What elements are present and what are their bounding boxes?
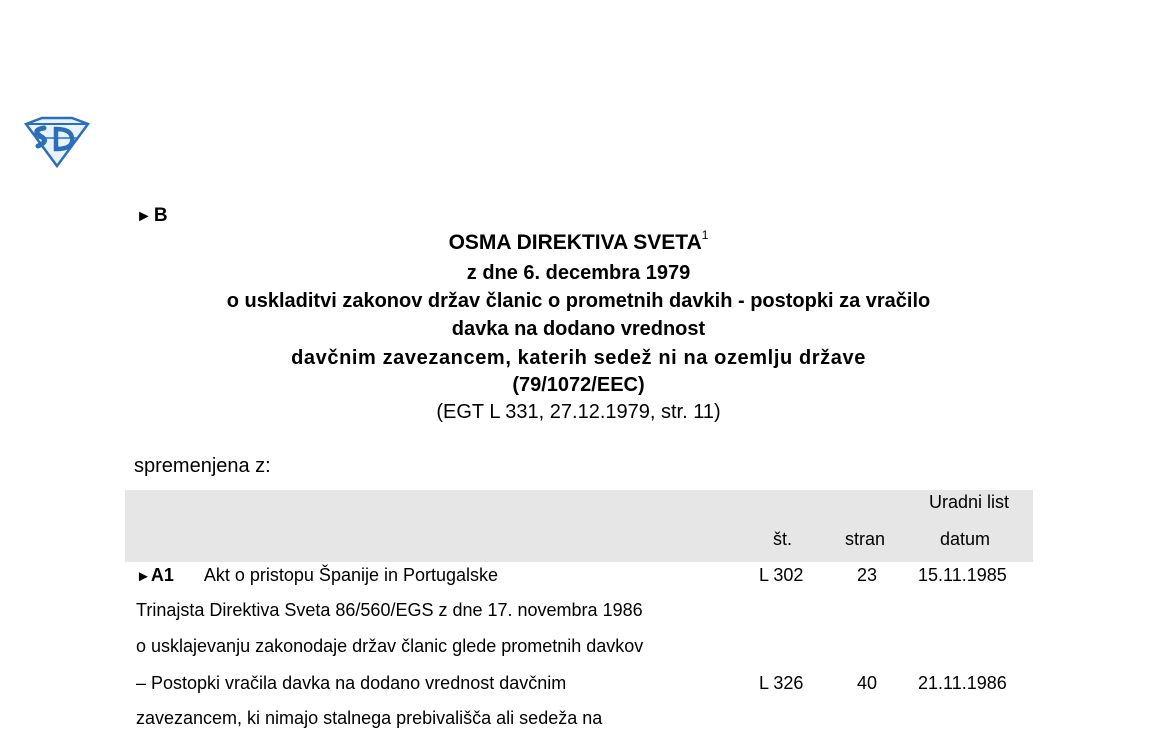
marker-arrow-icon: ► bbox=[136, 568, 151, 585]
table-row-text: Trinajsta Direktiva Sveta 86/560/EGS z dne 17. novembra 1986 bbox=[136, 600, 643, 620]
row-number: L 326 bbox=[759, 673, 804, 693]
directive-number: (79/1072/EEC) bbox=[512, 374, 645, 396]
row-number: L 302 bbox=[759, 565, 804, 585]
directive-title-text: OSMA DIREKTIVA SVETA bbox=[448, 231, 702, 254]
table-row-text: zavezancem, ki nimajo stalnega prebivališča ali sedeža na bbox=[136, 708, 603, 728]
table-header bbox=[125, 490, 1033, 562]
directive-date: z dne 6. decembra 1979 bbox=[466, 262, 691, 284]
header-date: datum bbox=[940, 529, 991, 549]
header-number: št. bbox=[773, 529, 793, 549]
directive-subject-line1: o uskladitvi zakonov držav članic o prometnih davkih - postopki za vračilo bbox=[226, 290, 931, 312]
sd-diamond-logo bbox=[22, 116, 92, 170]
amended-by-label: spremenjena z: bbox=[134, 455, 271, 477]
directive-publication: (EGT L 331, 27.12.1979, str. 11) bbox=[436, 401, 721, 423]
directive-subject-line3: davčnim zavezancem, katerih sedež ni na ozemlju države bbox=[291, 347, 866, 369]
document-marker bbox=[136, 205, 168, 227]
row-page: 40 bbox=[857, 673, 878, 693]
header-page: stran bbox=[845, 529, 886, 549]
directive-subject-line2: davka na dodano vrednost bbox=[451, 318, 706, 340]
directive-title bbox=[0, 228, 1157, 255]
row-text: Akt o pristopu Španije in Portugalske bbox=[203, 565, 499, 585]
amendment-code: A1 bbox=[150, 565, 174, 585]
row-page: 23 bbox=[857, 565, 878, 585]
marker-arrow-icon: ► bbox=[136, 208, 152, 225]
table-row-text: o usklajevanju zakonodaje držav članic glede prometnih davkov bbox=[136, 636, 644, 656]
footnote-ref: 1 bbox=[701, 228, 709, 242]
table-row bbox=[136, 565, 498, 586]
row-date: 15.11.1985 bbox=[918, 565, 1007, 585]
header-official-journal: Uradni list bbox=[929, 492, 1010, 512]
amendment-ref bbox=[136, 565, 174, 585]
row-date: 21.11.1986 bbox=[918, 673, 1007, 693]
table-row-text: – Postopki vračila davka na dodano vrednost davčnim bbox=[136, 673, 567, 693]
marker-code: B bbox=[153, 205, 168, 226]
